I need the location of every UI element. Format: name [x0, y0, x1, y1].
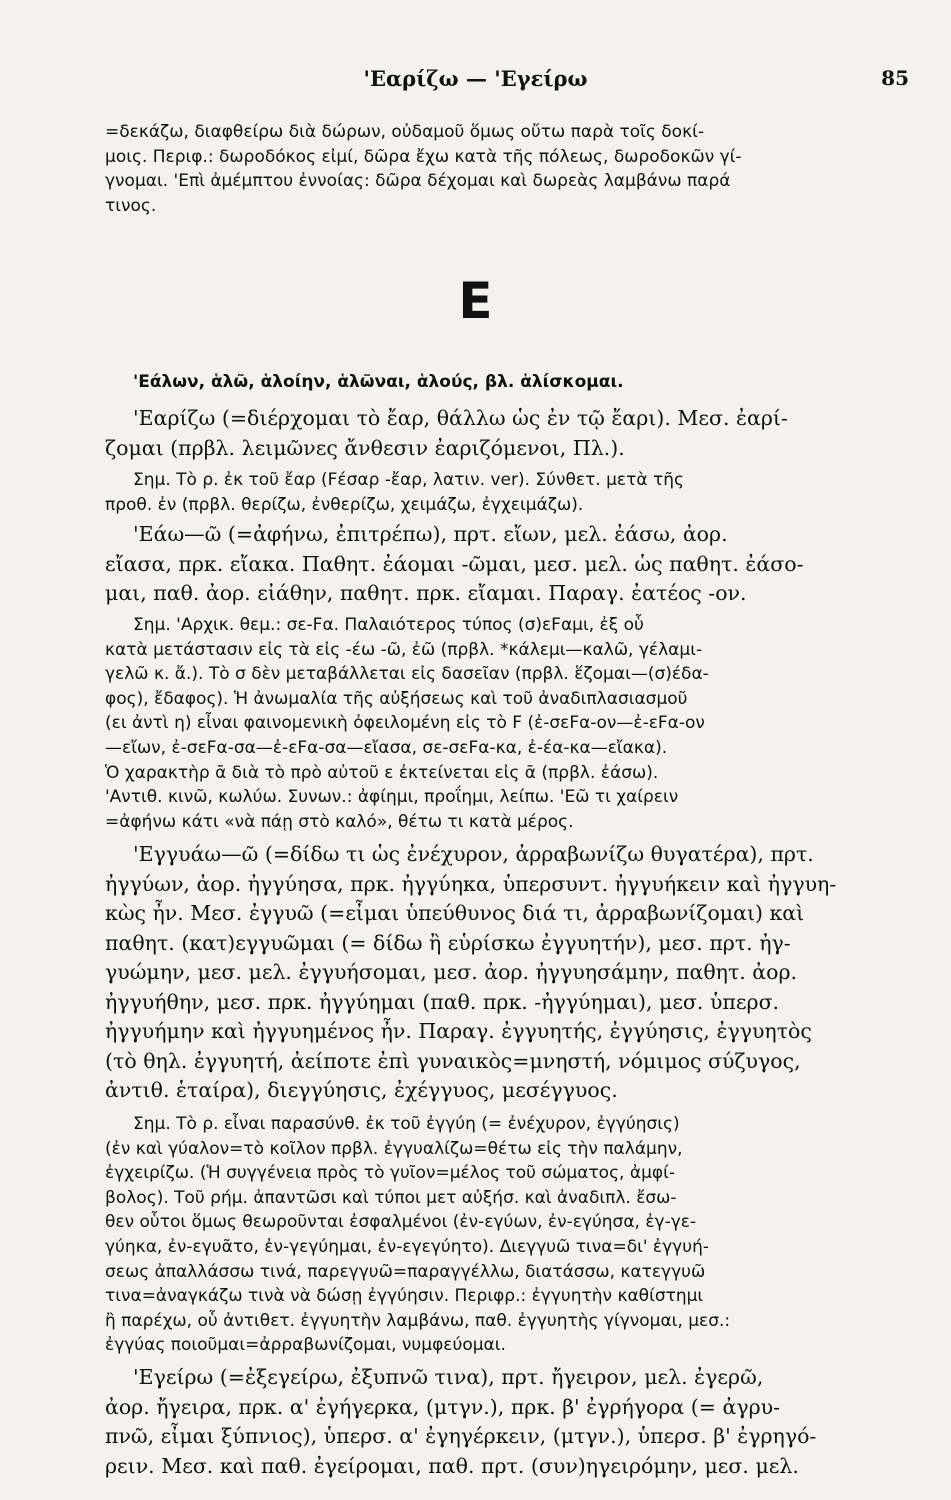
text-line: γνομαι. 'Επὶ ἀμέμπτου ἐννοίας: δῶρα δέχομαι καὶ δωρεὰς λαμβάνω παρά [105, 171, 731, 192]
page-number: 85 [881, 66, 909, 90]
entry-line: ζομαι (πρβλ. λειμῶνες ἄνθεσιν ἐαριζόμενοι, Πλ.). [105, 435, 625, 460]
note-line: —εἴων, ἐ-σεFα-σα—ἐ-εFα-σα—εἴασα, σε-σεFα-κα, ἐ-έα-κα—εἴακα). [105, 737, 668, 758]
entry-line: εἴασα, πρκ. εἴακα. Παθητ. ἐάομαι -ῶμαι, μεσ. μελ. ὡς παθητ. ἐάσο- [105, 551, 804, 576]
entry-line: (τὸ θηλ. ἐγγυητή, ἀείποτε ἐπὶ γυναικὸς=μνηστή, νόμιμος σύζυγος, [105, 1048, 801, 1073]
note-line: προθ. ἐν (πρβλ. θερίζω, ἐνθερίζω, χειμάζω, ἐγχειμάζω). [105, 494, 584, 515]
note-line: Σημ. 'Αρχικ. θεμ.: σε-Fα. Παλαιότερος τύπος (σ)εFαμι, ἐξ οὗ [133, 615, 644, 635]
note-line: ἐγχειρίζω. (Ἡ συγγένεια πρὸς τὸ γυῖον=μέλος τοῦ σώματος, ἀμφί- [105, 1163, 675, 1184]
note-line: Ὁ χαρακτὴρ ᾱ διὰ τὸ πρὸ αὐτοῦ ε ἐκτείνεται εἰς ᾱ (πρβλ. ἐάσω). [105, 762, 659, 783]
note-line: (ἐν καὶ γύαλον=τὸ κοῖλον πρβλ. ἐγγυαλίζω=θέτω εἰς τὴν παλάμην, [105, 1138, 683, 1159]
text-line: =δεκάζω, διαφθείρω διὰ δώρων, οὐδαμοῦ ὅμως οὔτω παρὰ τοῖς δοκί- [105, 122, 704, 142]
note-line: ἢ παρέχω, οὗ ἀντιθετ. ἐγγυητὴν λαμβάνω, παθ. ἐγγυητὴς γίγνομαι, μεσ.: [105, 1310, 731, 1331]
page-header [0, 66, 951, 100]
entry-line: 'Εάλων, ἁλῶ, ἁλοίην, ἁλῶναι, ἁλούς, βλ. ἁλίσκομαι. [133, 372, 624, 392]
entry-line: ἠγγυήθην, μεσ. πρκ. ἠγγύημαι (παθ. πρκ. -ἠγγύημαι), μεσ. ὑπερσ. [105, 989, 780, 1014]
text-line: μοις. Περιφ.: δωροδόκος εἰμί, δῶρα ἔχω κατὰ τῆς πόλεως, δωροδοκῶν γί- [105, 146, 742, 167]
note-earizo [105, 468, 840, 517]
entry-line: παθητ. (κατ)εγγυῶμαι (= δίδω ἢ εὑρίσκω ἐγγυητήν), μεσ. πρτ. ἠγ- [105, 930, 791, 955]
running-head: 'Εαρίζω — 'Εγείρω [363, 66, 588, 91]
note-line: τινα=ἀναγκάζω τινὰ νὰ δώσῃ ἐγγύησιν. Περιφρ.: ἐγγυητὴν καθίστημι [105, 1286, 704, 1307]
entry-line: 'Εγείρω (=ἐξεγείρω, ἐξυπνῶ τινα), πρτ. ἤγειρον, μελ. ἐγερῶ, [133, 1365, 764, 1389]
entry-line: μαι, παθ. ἀορ. εἰάθην, παθητ. πρκ. εἴαμαι. Παραγ. ἐατέος -ον. [105, 581, 747, 605]
note-line: γύηκα, ἐν-εγυᾶτο, ἐν-γεγύημαι, ἐν-εγεγύητο). Διεγγυῶ τινα=δι' ἐγγυή- [105, 1236, 709, 1257]
note-line: (ει ἀντὶ η) εἶναι φαινομενικὴ ὀφειλομένη εἰς τὸ F (ἐ-σεFα-ον—ἐ-εFα-ον [105, 713, 705, 734]
section-letter: Ε [458, 272, 493, 330]
note-line: 'Αντιθ. κινῶ, κωλύω. Συνων.: ἀφίημι, προΐημι, λείπω. 'Εῶ τι χαίρειν [105, 787, 679, 808]
entry-line: ρειν. Μεσ. καὶ παθ. ἐγείρομαι, παθ. πρτ. (συν)ηγειρόμην, μεσ. μελ. [105, 1453, 799, 1478]
note-line: ἐγγύας ποιοῦμαι=ἀρραβωνίζομαι, νυμφεύομαι. [105, 1335, 506, 1356]
note-line: Σημ. Τὸ ρ. εἶναι παρασύνθ. ἐκ τοῦ ἐγγύη (= ἐνέχυρον, ἐγγύησις) [133, 1114, 680, 1134]
entry-line: 'Εάω—ῶ (=ἀφήνω, ἐπιτρέπω), πρτ. εἴων, μελ. ἐάσω, ἀορ. [133, 522, 728, 546]
note-line: βολος). Τοῦ ρήμ. ἀπαντῶσι καὶ τύποι μετ αὐξήσ. καὶ ἀναδιπλ. ἔσω- [105, 1187, 677, 1208]
entry-earizo [105, 404, 840, 463]
text-line: τινος. [105, 195, 157, 216]
entry-ealon [105, 370, 840, 395]
note-line: γελῶ κ. ἄ.). Τὸ σ δὲν μεταβάλλεται εἰς δασεῖαν (πρβλ. ἕζομαι—(σ)έδα- [105, 664, 709, 685]
entry-line: κὼς ἦν. Μεσ. ἐγγυῶ (=εἶμαι ὑπεύθυνος διά τι, ἀρραβωνίζομαι) καὶ [105, 901, 805, 925]
entry-line: 'Εγγυάω—ῶ (=δίδω τι ὡς ἐνέχυρον, ἀρραβωνίζω θυγατέρα), πρτ. [133, 842, 814, 866]
note-line: σεως ἀπαλλάσσω τινά, παρεγγυῶ=παραγγέλλω, διατάσσω, κατεγγυῶ [105, 1261, 706, 1282]
entry-line: ἠγγύων, ἀορ. ἠγγύησα, πρκ. ἠγγύηκα, ὑπερσυντ. ἠγγυήκειν καὶ ἠγγυη- [105, 871, 837, 896]
note-line: θεν οὗτοι ὅμως θεωροῦνται ἐσφαλμένοι (ἐν-εγύων, ἐν-εγύησα, ἐγ-γε- [105, 1212, 697, 1233]
entry-engyao [105, 840, 840, 1106]
entry-line: ἀντιθ. ἑταίρα), διεγγύησις, ἐχέγγυος, μεσέγγυος. [105, 1078, 618, 1102]
entry-line: 'Εαρίζω (=διέρχομαι τὸ ἔαρ, θάλλω ὡς ἐν τῷ ἔαρι). Μεσ. ἐαρί- [133, 406, 788, 430]
intro-continuation [105, 120, 840, 218]
entry-eao [105, 520, 840, 609]
note-line: Σημ. Τὸ ρ. ἐκ τοῦ ἔαρ (Fέσαρ -ἔαρ, λατιν. ver). Σύνθετ. μετὰ τῆς [133, 470, 684, 490]
entry-line: πνῶ, εἶμαι ξύπνιος), ὑπερσ. α' ἐγηγέρκειν, (μτγν.), ὑπερσ. β' ἐγρηγό- [105, 1424, 817, 1448]
note-line: φος), ἔδαφος). Ἡ ἀνωμαλία τῆς αὐξήσεως καὶ τοῦ ἀναδιπλασιασμοῦ [105, 688, 688, 709]
note-line: κατὰ μετάστασιν εἰς τὰ εἰς -έω -ῶ, ἐῶ (πρβλ. *κάλεμι—καλῶ, γέλαμι- [105, 639, 703, 660]
entry-line: ἠγγυήμην καὶ ἠγγυημένος ἦν. Παραγ. ἐγγυητής, ἐγγύησις, ἐγγυητὸς [105, 1019, 812, 1043]
entry-egeiro [105, 1363, 840, 1481]
entry-line: ἀορ. ἤγειρα, πρκ. α' ἐγήγερκα, (μτγν.), πρκ. β' ἐγρήγορα (= ἀγρυ- [105, 1394, 781, 1419]
note-eao [105, 613, 840, 834]
note-engyao [105, 1112, 840, 1358]
entry-line: γυώμην, μεσ. μελ. ἐγγυήσομαι, μεσ. ἀορ. ἠγγυησάμην, παθητ. ἀορ. [105, 960, 798, 984]
note-line: =ἀφήνω κάτι «νὰ πάῃ στὸ καλό», θέτω τι κατὰ μέρος. [105, 811, 574, 832]
